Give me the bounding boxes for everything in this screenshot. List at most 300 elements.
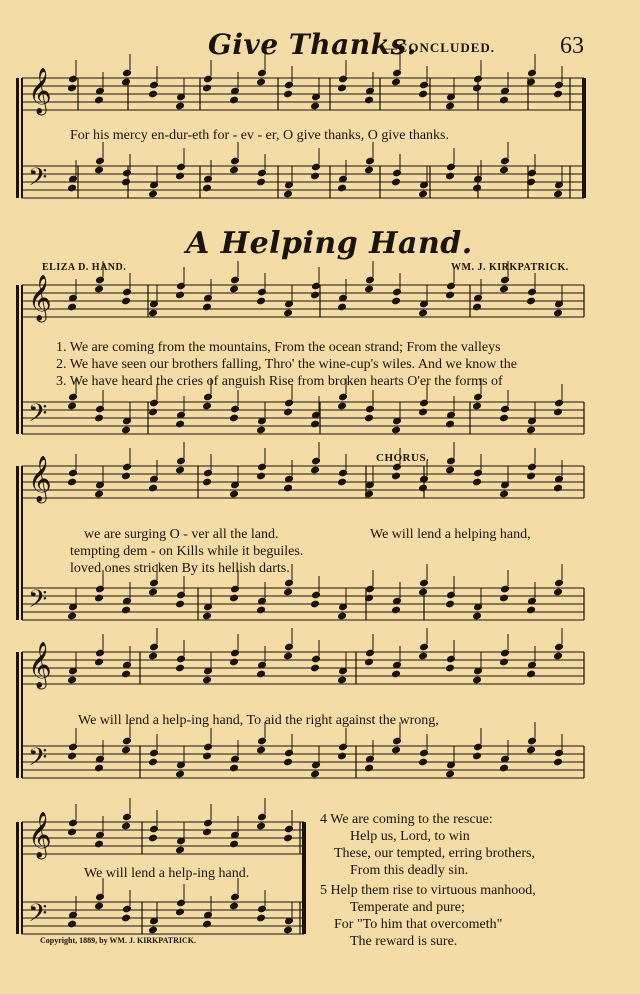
note-head	[499, 764, 509, 773]
note-head	[473, 469, 483, 478]
note-head	[553, 90, 563, 99]
note-head	[311, 457, 321, 466]
note-head	[94, 594, 104, 603]
note-head	[257, 69, 267, 78]
note-head	[148, 190, 158, 199]
note-head	[121, 297, 131, 306]
note-head	[553, 190, 563, 199]
hymn-title-give-thanks: Give Thanks.	[208, 28, 417, 61]
note-head	[526, 426, 536, 435]
note-head	[392, 169, 402, 178]
note-head	[392, 288, 402, 297]
note-head	[553, 484, 563, 493]
verse3-line2: loved ones stricken By its hellish darts.	[70, 561, 290, 576]
final-bar	[302, 822, 306, 934]
note-head	[95, 157, 105, 166]
note-head	[364, 166, 374, 175]
note-head	[149, 579, 159, 588]
note-head	[527, 463, 537, 472]
note-head	[176, 163, 186, 172]
note-head	[148, 90, 158, 99]
note-head	[203, 393, 213, 402]
note-head	[338, 75, 348, 84]
note-head	[284, 579, 294, 588]
note-head	[311, 591, 321, 600]
note-head	[148, 652, 158, 661]
note-head	[202, 612, 212, 621]
bass-clef: 𝄢	[28, 585, 48, 620]
note-head	[472, 752, 482, 761]
note-head	[418, 652, 428, 661]
note-head	[526, 670, 536, 679]
note-head	[122, 463, 132, 472]
note-head	[122, 288, 132, 297]
note-head	[391, 472, 401, 481]
note-head	[121, 822, 131, 831]
note-head	[256, 606, 266, 615]
note-head	[67, 184, 77, 193]
note-head	[256, 472, 266, 481]
note-head	[283, 588, 293, 597]
note-head	[419, 399, 429, 408]
note-head	[338, 393, 348, 402]
note-head	[310, 420, 320, 429]
note-head	[446, 163, 456, 172]
note-head	[284, 81, 294, 90]
note-head	[257, 905, 267, 914]
note-head	[67, 828, 77, 837]
note-head	[419, 579, 429, 588]
note-head	[121, 178, 131, 187]
note-head	[67, 402, 77, 411]
note-head	[310, 172, 320, 181]
note-head	[446, 591, 456, 600]
note-head	[257, 737, 267, 746]
chorus-label: CHORUS.	[376, 452, 430, 464]
verse5-line4: The reward is sure.	[350, 934, 458, 949]
note-head	[121, 78, 131, 87]
note-head	[257, 813, 267, 822]
note-head	[283, 758, 293, 767]
note-head	[418, 484, 428, 493]
note-head	[67, 478, 77, 487]
note-head	[310, 664, 320, 673]
note-head	[283, 408, 293, 417]
note-head	[446, 282, 456, 291]
note-head	[554, 579, 564, 588]
note-head	[310, 600, 320, 609]
note-head	[365, 276, 375, 285]
note-head	[122, 813, 132, 822]
note-head	[256, 746, 266, 755]
note-head	[365, 157, 375, 166]
note-head	[149, 399, 159, 408]
verse5-line2: Temperate and pure;	[350, 900, 465, 915]
note-head	[364, 285, 374, 294]
note-head	[391, 78, 401, 87]
note-head	[67, 612, 77, 621]
note-head	[445, 466, 455, 475]
verse1-line1: 1. We are coming from the mountains, From the ocean strand; From the valleys	[56, 340, 501, 355]
note-head	[256, 822, 266, 831]
note-head	[175, 664, 185, 673]
verse1-line2: we are surging O - ver all the land.	[84, 527, 279, 542]
note-head	[527, 288, 537, 297]
note-head	[94, 658, 104, 667]
treble-clef: 𝄞	[28, 642, 52, 688]
note-head	[203, 743, 213, 752]
verse2-line2: tempting dem - on Kills while it beguiles.	[70, 544, 304, 559]
note-head	[337, 84, 347, 93]
note-head	[230, 649, 240, 658]
note-head	[392, 463, 402, 472]
note-head	[553, 758, 563, 767]
note-head	[284, 643, 294, 652]
note-head	[94, 414, 104, 423]
note-head	[391, 670, 401, 679]
note-head	[527, 737, 537, 746]
note-head	[472, 303, 482, 312]
note-head	[176, 282, 186, 291]
bass-clef: 𝄢	[28, 399, 48, 434]
bass-clef: 𝄢	[28, 899, 48, 934]
note-head	[418, 758, 428, 767]
note-head	[473, 743, 483, 752]
note-head	[473, 75, 483, 84]
note-head	[527, 69, 537, 78]
note-head	[256, 670, 266, 679]
note-head	[526, 297, 536, 306]
chorus-line3: We will lend a help-ing hand.	[84, 866, 250, 881]
note-head	[256, 78, 266, 87]
note-head	[121, 670, 131, 679]
note-head	[68, 75, 78, 84]
note-head	[229, 764, 239, 773]
note-head	[364, 658, 374, 667]
note-head	[229, 490, 239, 499]
note-head	[229, 902, 239, 911]
note-head	[311, 163, 321, 172]
treble-clef: 𝄞	[28, 68, 52, 114]
note-head	[121, 426, 131, 435]
note-head	[554, 81, 564, 90]
note-head	[148, 309, 158, 318]
note-head	[337, 752, 347, 761]
note-head	[202, 402, 212, 411]
note-head	[175, 770, 185, 779]
chorus-line2: We will lend a help-ing hand, To aid the right against the wrong,	[78, 713, 439, 728]
composer-credit: WM. J. KIRKPATRICK.	[451, 262, 569, 273]
note-head	[229, 658, 239, 667]
note-head	[500, 649, 510, 658]
note-head	[526, 472, 536, 481]
system-brace	[16, 285, 19, 434]
note-head	[472, 478, 482, 487]
note-head	[418, 190, 428, 199]
note-head	[121, 746, 131, 755]
note-head	[283, 190, 293, 199]
bass-clef: 𝄢	[28, 743, 48, 778]
note-head	[500, 276, 510, 285]
note-head	[338, 743, 348, 752]
note-head	[419, 643, 429, 652]
hymn-title-helping-hand: A Helping Hand.	[186, 226, 473, 261]
note-head	[202, 184, 212, 193]
note-head	[310, 102, 320, 111]
note-head	[202, 920, 212, 929]
hymn1-lyric: For his mercy en-dur-eth for - ev - er, O give thanks, O give thanks.	[70, 128, 449, 143]
note-head	[203, 469, 213, 478]
note-head	[499, 594, 509, 603]
treble-clef: 𝄞	[28, 812, 52, 858]
verse2-line1: 2. We have seen our brothers falling, Thro' the wine-cup's wiles. And we know the	[56, 357, 518, 372]
note-head	[229, 414, 239, 423]
note-head	[499, 285, 509, 294]
verse5-line1: 5 Help them rise to virtuous manhood,	[320, 883, 536, 898]
note-head	[473, 393, 483, 402]
note-head	[67, 676, 77, 685]
chorus-line1: We will lend a helping hand,	[370, 527, 531, 542]
note-head	[364, 414, 374, 423]
note-head	[256, 178, 266, 187]
note-head	[94, 840, 104, 849]
note-head	[148, 758, 158, 767]
note-head	[149, 749, 159, 758]
note-head	[338, 469, 348, 478]
note-head	[283, 309, 293, 318]
note-head	[68, 743, 78, 752]
note-head	[418, 588, 428, 597]
note-head	[499, 96, 509, 105]
note-head	[364, 764, 374, 773]
note-head	[365, 649, 375, 658]
verse4-line4: From this deadly sin.	[350, 863, 469, 878]
note-head	[148, 408, 158, 417]
note-head	[310, 291, 320, 300]
note-head	[68, 393, 78, 402]
note-head	[499, 658, 509, 667]
note-head	[202, 752, 212, 761]
note-head	[203, 819, 213, 828]
note-head	[122, 69, 132, 78]
note-head	[175, 908, 185, 917]
note-head	[311, 655, 321, 664]
note-head	[337, 612, 347, 621]
note-head	[553, 588, 563, 597]
note-head	[419, 749, 429, 758]
note-head	[94, 96, 104, 105]
note-head	[229, 96, 239, 105]
note-head	[391, 297, 401, 306]
note-head	[283, 90, 293, 99]
system-brace	[16, 78, 19, 198]
note-head	[94, 166, 104, 175]
note-head	[94, 764, 104, 773]
note-head	[365, 405, 375, 414]
note-head	[121, 472, 131, 481]
verse5-line3: For "To him that overcometh"	[334, 917, 503, 932]
note-head	[337, 184, 347, 193]
system-brace	[16, 652, 19, 778]
treble-clef: 𝄞	[28, 275, 52, 321]
note-head	[67, 920, 77, 929]
note-head	[202, 303, 212, 312]
note-head	[229, 166, 239, 175]
note-head	[391, 426, 401, 435]
note-head	[391, 606, 401, 615]
note-head	[445, 600, 455, 609]
note-head	[418, 408, 428, 417]
note-head	[175, 466, 185, 475]
final-bar	[582, 78, 586, 198]
note-head	[122, 905, 132, 914]
note-head	[500, 585, 510, 594]
note-head	[229, 840, 239, 849]
note-head	[418, 90, 428, 99]
note-head	[148, 834, 158, 843]
note-head	[391, 178, 401, 187]
note-head	[337, 676, 347, 685]
note-head	[202, 676, 212, 685]
note-head	[229, 594, 239, 603]
note-head	[392, 69, 402, 78]
note-head	[94, 490, 104, 499]
note-head	[257, 288, 267, 297]
note-head	[419, 81, 429, 90]
note-head	[445, 770, 455, 779]
note-head	[446, 457, 456, 466]
note-head	[230, 276, 240, 285]
note-head	[148, 926, 158, 935]
note-head	[284, 749, 294, 758]
note-head	[283, 834, 293, 843]
note-head	[472, 402, 482, 411]
note-head	[202, 478, 212, 487]
note-head	[67, 84, 77, 93]
note-head	[472, 184, 482, 193]
note-head	[95, 276, 105, 285]
note-head	[526, 606, 536, 615]
note-head	[229, 285, 239, 294]
system-brace	[16, 822, 19, 934]
note-head	[283, 484, 293, 493]
note-head	[176, 591, 186, 600]
note-head	[472, 84, 482, 93]
note-head	[445, 102, 455, 111]
note-head	[149, 825, 159, 834]
note-head	[446, 655, 456, 664]
note-head	[553, 309, 563, 318]
note-head	[95, 405, 105, 414]
note-head	[149, 643, 159, 652]
note-head	[202, 828, 212, 837]
note-head	[554, 643, 564, 652]
note-head	[121, 914, 131, 923]
note-head	[257, 463, 267, 472]
note-head	[526, 746, 536, 755]
note-head	[122, 169, 132, 178]
note-head	[176, 457, 186, 466]
note-head	[203, 75, 213, 84]
note-head	[445, 291, 455, 300]
note-head	[175, 846, 185, 855]
note-head	[284, 825, 294, 834]
note-head	[337, 478, 347, 487]
note-head	[148, 588, 158, 597]
note-head	[122, 737, 132, 746]
bass-clef: 𝄢	[28, 163, 48, 198]
copyright-notice: Copyright, 1889, by WM. J. KIRKPATRICK.	[40, 936, 197, 945]
note-head	[337, 303, 347, 312]
note-head	[283, 926, 293, 935]
note-head	[391, 746, 401, 755]
note-head	[472, 676, 482, 685]
note-head	[418, 309, 428, 318]
note-head	[256, 297, 266, 306]
note-head	[256, 914, 266, 923]
note-head	[230, 405, 240, 414]
note-head	[67, 752, 77, 761]
note-head	[472, 612, 482, 621]
note-head	[310, 466, 320, 475]
note-head	[148, 484, 158, 493]
note-head	[230, 157, 240, 166]
note-head	[553, 652, 563, 661]
note-head	[67, 303, 77, 312]
system-brace	[16, 466, 19, 620]
title-concluded-note: —CONCLUDED.	[384, 40, 496, 55]
note-head	[284, 399, 294, 408]
note-head	[68, 469, 78, 478]
note-head	[94, 285, 104, 294]
note-head	[445, 420, 455, 429]
verse3-line1: 3. We have heard the cries of anguish Rise from broken hearts O'er the forms of	[56, 374, 503, 389]
note-head	[175, 102, 185, 111]
note-head	[500, 405, 510, 414]
note-head	[364, 96, 374, 105]
note-head	[553, 408, 563, 417]
note-head	[202, 84, 212, 93]
note-head	[445, 172, 455, 181]
note-head	[149, 81, 159, 90]
note-head	[175, 291, 185, 300]
note-head	[230, 585, 240, 594]
note-head	[499, 414, 509, 423]
note-head	[175, 600, 185, 609]
treble-clef: 𝄞	[28, 456, 52, 502]
page-number: 63	[560, 33, 584, 59]
note-head	[175, 420, 185, 429]
note-head	[95, 585, 105, 594]
note-head	[175, 172, 185, 181]
note-head	[445, 664, 455, 673]
note-head	[256, 426, 266, 435]
note-head	[95, 649, 105, 658]
verse4-line3: These, our tempted, erring brothers,	[334, 846, 535, 861]
note-head	[310, 770, 320, 779]
note-head	[95, 893, 105, 902]
note-head	[230, 893, 240, 902]
note-head	[554, 399, 564, 408]
note-head	[283, 652, 293, 661]
verse4-line2: Help us, Lord, to win	[350, 829, 470, 844]
note-head	[337, 402, 347, 411]
note-head	[500, 157, 510, 166]
note-head	[499, 166, 509, 175]
note-head	[176, 899, 186, 908]
note-head	[499, 490, 509, 499]
note-head	[68, 819, 78, 828]
